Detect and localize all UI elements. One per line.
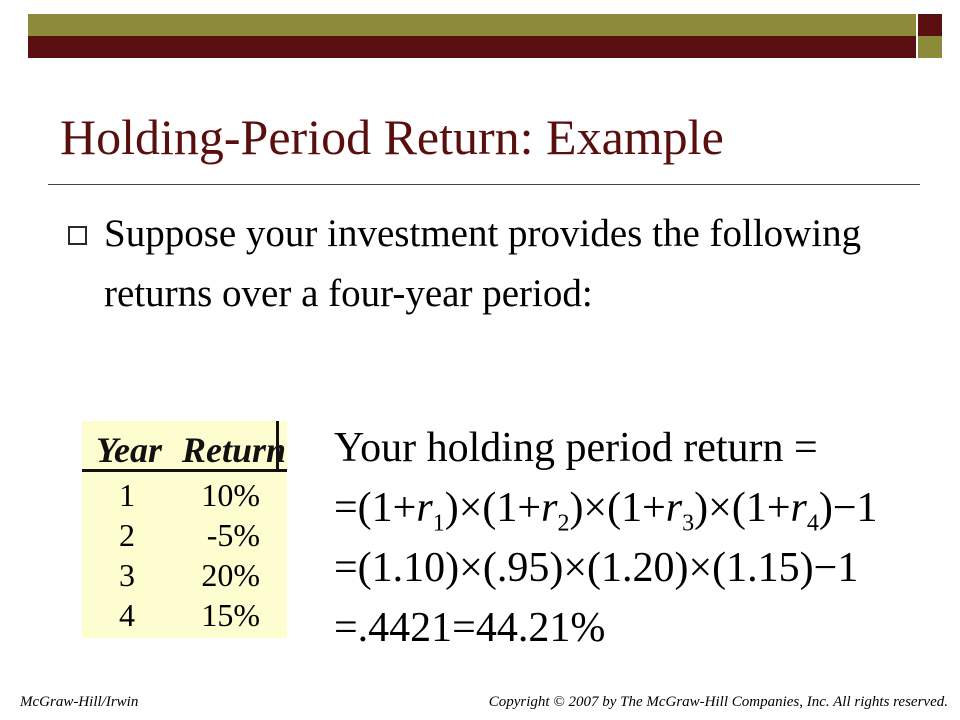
top-bar-olive	[28, 14, 916, 36]
formula-line-2: $=(1+r_1)\times(1+r_2)\times(1+r_3)\times(1+r_4)-1$	[334, 485, 878, 537]
formula-line-3: =(1.10)×(.95)×(1.20)×(1.15)−1	[334, 545, 859, 591]
footer-publisher: McGraw-Hill/Irwin	[20, 694, 139, 710]
header-right-rule	[276, 421, 279, 471]
returns-table	[82, 421, 287, 638]
year-cell: 4	[119, 597, 135, 633]
year-cell: 3	[119, 557, 135, 593]
return-cell: -5%	[206, 517, 260, 553]
top-bar-dark	[28, 36, 916, 58]
header-underline	[82, 469, 287, 472]
year-cell: 2	[119, 517, 135, 553]
return-cell: 15%	[201, 597, 260, 633]
table-row	[82, 517, 287, 557]
corner-square-olive	[918, 36, 942, 58]
year-cell: 1	[119, 477, 135, 513]
bullet-square-icon	[68, 226, 87, 245]
table-row	[82, 597, 287, 637]
return-cell: 10%	[201, 477, 260, 513]
header-return: Return	[182, 430, 287, 470]
table-row	[82, 477, 287, 517]
header-year: Year	[96, 430, 162, 470]
slide-title: Holding-Period Return: Example	[60, 109, 724, 165]
footer-copyright: Copyright © 2007 by The McGraw-Hill Companies, Inc. All rights reserved.	[488, 694, 948, 710]
title-divider	[48, 184, 920, 185]
return-cell: 20%	[201, 557, 260, 593]
formula-line-4: =.4421=44.21%	[334, 605, 606, 651]
bullet-text: Suppose your investment provides the following returns over a four-year period:	[104, 212, 862, 315]
returns-table-header	[82, 421, 287, 469]
corner-square-dark	[918, 14, 942, 36]
formula-line-2-prefix: =(1+	[334, 485, 417, 531]
table-row	[82, 557, 287, 597]
formula-line-1: Your holding period return =	[334, 425, 818, 471]
